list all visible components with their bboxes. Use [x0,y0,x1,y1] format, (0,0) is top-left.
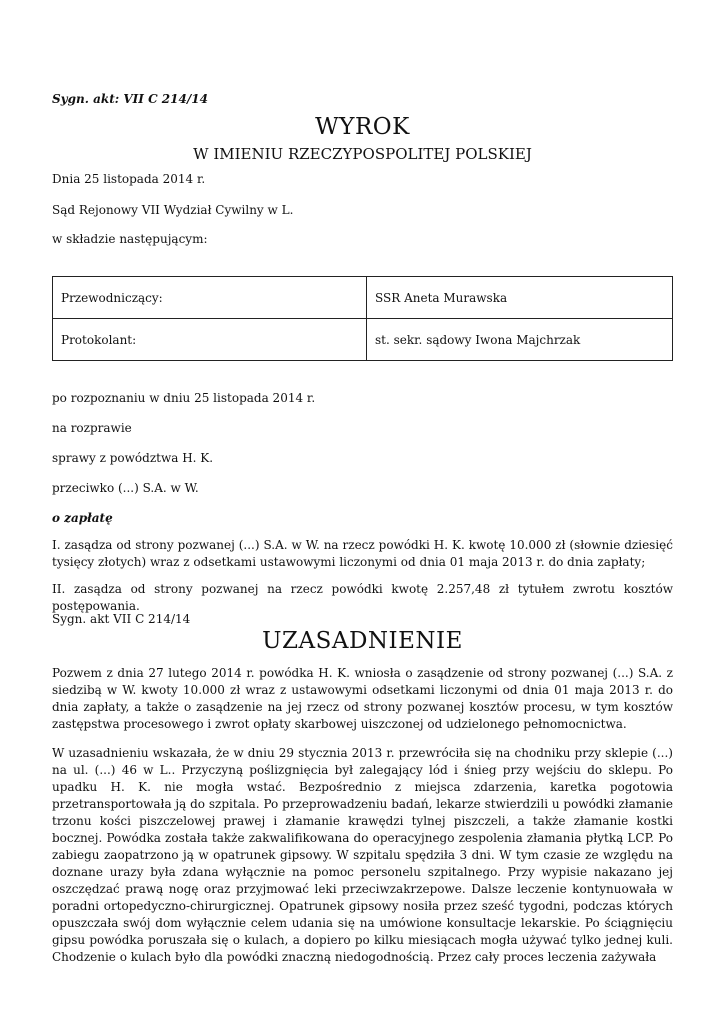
person-cell: SSR Aneta Murawska [367,277,673,319]
document-title: WYROK [315,114,410,140]
verdict-date: Dnia 25 listopada 2014 r. [52,172,206,186]
hearing-line: po rozpoznaniu w dniu 25 listopada 2014 r. [52,391,316,405]
role-cell: Przewodniczący: [53,277,367,319]
role-cell: Protokolant: [53,319,367,361]
table-row [53,319,673,361]
court-name: Sąd Rejonowy VII Wydział Cywilny w L. [52,203,294,217]
person-cell: st. sekr. sądowy Iwona Majchrzak [367,319,673,361]
verdict-point-2: II. zasądza od strony pozwanej na rzecz powódki kwotę 2.257,48 zł tytułem zwrotu kosztów postępowania. [52,582,673,613]
justification-title: UZASADNIENIE [262,628,463,654]
case-signature-header: Sygn. akt: VII C 214/14 [52,92,208,106]
document-subtitle: W IMIENIU RZECZYPOSPOLITEJ POLSKIEJ [193,145,532,163]
case-subject: o zapłatę [52,511,113,525]
case-signature: Sygn. akt VII C 214/14 [52,612,191,626]
defendant-line: przeciwko (...) S.A. w W. [52,481,199,495]
table-row [53,277,673,319]
composition-label: w składzie następującym: [52,232,208,246]
justification-paragraph-1: Pozwem z dnia 27 lutego 2014 r. powódka H. K. wniosła o zasądzenie od strony pozwanej (...) S.A. z siedzibą w W. kwoty 10.000 zł wraz z ustawowymi odsetkami liczonymi od dnia 01 maja 2013 r. do dnia zapłaty, a także o zasądzenie na jej rzecz od strony pozwanej kosztów procesu, w tym kosztów zastępstwa procesowego i zwrot opłaty skarbowej uiszczonej od udzielonego pełnomocnictwa. [52,666,673,731]
verdict-point-1: I. zasądza od strony pozwanej (...) S.A. w W. na rzecz powódki H. K. kwotę 10.000 zł (słownie dziesięć tysięcy złotych) wraz z odsetkami ustawowymi liczonymi od dnia 01 maja 2013 r. do dnia zapłaty; [52,538,673,569]
at-hearing-line: na rozprawie [52,421,132,435]
composition-table [52,276,673,361]
justification-paragraph-2: W uzasadnieniu wskazała, że w dniu 29 stycznia 2013 r. przewróciła się na chodniku przy sklepie (...) na ul. (...) 46 w L.. Przyczyną poślizgnięcia był zalegający lód i śnieg przy wejściu do sklepu. Po upadku H. K. nie mogła wstać. Bezpośrednio z miejsca zdarzenia, karetka pogotowia przetransportowała ją do szpitala. Po przeprowadzeniu badań, lekarze stwierdzili u powódki złamanie trzonu kości piszczelowej prawej i złamanie krawędzi tylnej piszczeli, a także złamanie kostki bocznej. Powódka została także zakwalifikowana do operacyjnego zespolenia złamania płytką LCP. Po zabiegu zaopatrzono ją w opatrunek gipsowy. W szpitalu spędziła 3 dni. W tym czasie ze względu na doznane urazy była zdana wyłącznie na pomoc personelu szpitalnego. Przy wypisie nakazano jej oszczędzać prawą nogę oraz przyjmować leki przeciwzakrzepowe. Dalsze leczenie kontynuowała w poradni ortopedyczno-chirurgicznej. Opatrunek gipsowy nosiła przez sześć tygodni, podczas których opuszczała swój dom wyłącznie celem udania się na umówione konsultacje lekarskie. Po ściągnięciu gipsu powódka poruszała się o kulach, a dopiero po kilku miesiącach mogła używać tylko jednej kuli. Chodzenie o kulach było dla powódki znaczną niedogodnością. Przez cały proces leczenia zażywała [52,746,673,964]
plaintiff-line: sprawy z powództwa H. K. [52,451,214,465]
